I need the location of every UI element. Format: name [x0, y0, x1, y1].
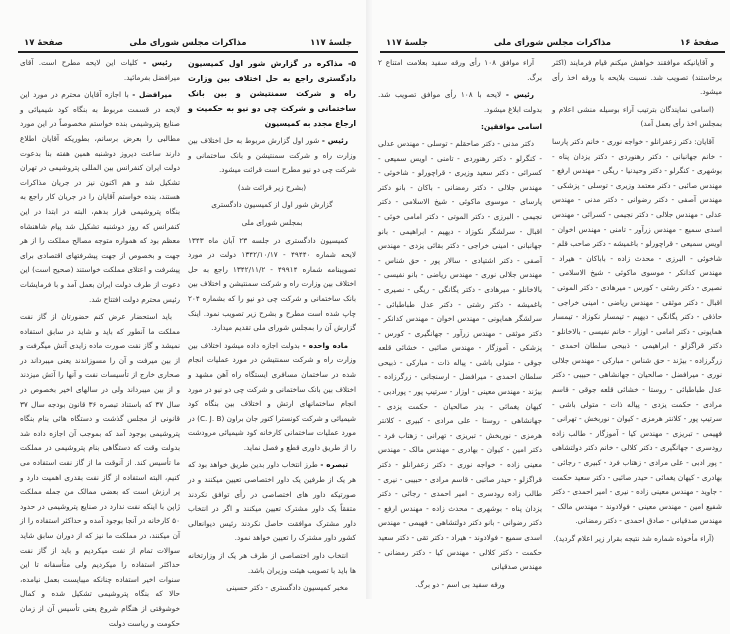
paragraph-text: ورقه سفید بی اسم - دو برگ.	[415, 579, 505, 589]
text-column-right	[188, 56, 356, 599]
left-page	[0, 0, 366, 628]
speaker-label: رئیس -	[505, 90, 534, 100]
page-number: صفحهٔ ۱۷	[24, 38, 63, 48]
paragraph-text: گزارش شور اول از کمیسیون دادگستری	[211, 200, 333, 210]
paragraph-text: با اجازه آقایان محترم در مورد این لایحه در قسمت مربوط به بنگاه کود شیمیائی و صنایع پتروشیمی بنده خواستم مخصوصاً در این مورد مطالبی را بعرض برسانم، بطوریکه آقایان اطلاع دارند ساعت دیروز دوشنبه همین هفته بنا بدعوت دولت ایران کنفرانس بین المللی پتروشیمی در تهران تشکیل شد و هم اکنون نیز در جریان مذاکرات هستند، بنده خواستم آقایان را در جریان کار راجع به بنگاه پتروشیمی قرار بدهم، البته در ابتدا در این کنفرانس که روز دوشنبه تشکیل شد پیام شاهنشاه معظم بود که همواره متوجه مصالح مملکت را از هر جهت و بخصوص از جهت پیشرفتهای اقتصادی برای پیشرفت و اعتلای مملکت خواستند (صحیح است) این دعوت از طرف دولت ایران بعمل آمد و با فرمایشات رئیس محترم دولت افتتاح شد.	[20, 90, 180, 304]
paragraph-text: بدولت اجازه داده میشود اختلاف بین وزارت راه و شرکت سمنتیشن در مورد عملیات انجام شده در ساختمان مسافری ایستگاه راه آهن مشهد و اختلاف بین بانک ساختمانی و شرکت چی دو نیو در مورد انجام ساختمانهای ارتش و اختلاف بین بنگاه کود شیمیائی و شرکت کونسترا کتور جان براون (C. J. B) در مورد عملیات ساختمانی کارخانه کود شیمیائی مرودشت را از طریق داوری قطع و فصل نماید.	[187, 340, 356, 452]
page-header	[18, 38, 358, 53]
paragraph	[188, 549, 356, 578]
paragraph	[188, 198, 356, 213]
paragraph	[188, 581, 356, 596]
speaker-label: ماده واحده -	[302, 340, 348, 350]
paragraph-text: کلیات این لایحه مطرح است. آقای میرافضل بفرمائید.	[20, 58, 180, 82]
paragraph-text: آقایان: دکتر زعفرانلو - خواجه نوری - خانم دکتر پارسا - خانم جهانبانی - دکتر رهنوردی - دکتر یزدان پناه - بوشهری - کنگرلو - دکتر وحیدنیا - ریگی - مهندس ارفع - مهندس صائبی - دکتر معتمد وزیری - توسلی - پزشکی - مهندس آصفی - دکتر رضوانی - دکتر مدنی - مهندس عدلی - مهندس جلالی - دکتر نجیمی - کسرائی - مهندس اسدی سمیع - مهندس زرآور - تامنی - مهندس اخوان - اویس سمیعی - قراچورلو - باغمیشه - دکتر صاحب قلم - شاخوئی - البرزی - محدث زاده - باباکان - هیراد - مهندس کدانکر - موسوی ماکوئی - شیخ الاسلامی - نصیری - دکتر رشتی - کورس - میرهادی - دکتر الموتی - اقبال - دکتر موثقی - مهندس ریاضی - امینی خراجی - حاذقی - دکتر یگانگی - دیهیم - تیمسار نکوزاد - تیمسار همایونی - دکتر امامی - اوزار - خانم نفیسی - بالاخانلو - دکتر قراگزلو - ابراهیمی - ذبیحی سلطان احمدی - زرگرزاده - بیژند - حق شناس - مبارکی - مهندس جلالی نوری - میرافضل - صالحیان - جهانشاهی - حبیبی - دکتر عدل طباطبائی - روستا - خشائی قلعه جوقی - قاسم مرادی - حکمت یزدی - پیاله ذات - متولی باشی - سرتیپ پور - کلانتر هرمزی - کیوان - نوربخش - تهرانی - فهیمی - تبریزی - مهندس کیا - آموزگار - طالب زاده رودسری - جهانگیری - دکتر کلالی - خانم دکتر دولتشاهی - پور ادبی - علی مرادی - زهتاب فرد - کبیری - رجائی - بهادری - کیهان یغمائی - حیدر صائبی - دکتر سعید حکمت - جاوید - مهندس معینی زاده - نیری - امیر احمدی - دکتر شفیع امین - مهندس معینی - فولادوند - مهندس مالک - مهندس صدقیانی - صادق احمدی - دکتر رمضانی.	[552, 136, 722, 526]
paragraph-text: انتخاب داور اختصاصی از طرف هر یک از وزارتخانه ها باید با تصویب هیئت وزیران باشد.	[188, 551, 356, 575]
paragraph-text: شور اول گزارش مربوط به حل اختلاف بین وزارت راه و شرکت سمنتیشن و بانک ساختمانی و شرکت چی دو نیو مطرح است قرائت میشود.	[188, 136, 356, 175]
paragraph	[20, 56, 180, 85]
paragraph-text: دکتر مدنی - دکتر صاحقلم - توسلی - مهندس عدلی - کنگرلو - دکتر رهنوردی - تامنی - اویس سمیعی - کسرائی - دکتر سعید وزیری - قراچورلو - شاخوئی - مهندس جلالی - دکتر رمضانی - باکان - بانو دکتر پارسای - موسوی ماکوئی - شیخ الاسلامی - دکتر نجیمی - البرزی - دکتر الموتی - دکتر امامی خوئی - اقبال - سرلشگر نکوزاد - دیهیم - ابراهیمی - بانو جهانبانی - امینی خراجی - دکتر بقائی یزدی - مهندس آصفی - دکتر اشتیادی - سالار پور - حق شناس - مهندس جلالی نوری - مهندس ریاضی - بانو نفیسی - بالاخانلو - میرهادی - دکتر یگانگی - ریگی - نصیری - باغمیشه - دکتر رشتی - دکتر عدل طباطبائی - سرلشگر همایونی - مهندس اخوان - مهندس کدانکر - دکتر موثقی - مهندس زرآور - جهانگیری - کورس - پزشکی - آموزگار - مهندس صائبی - خشائی قلعه جوقی - متولی باشی - پیاله ذات - مبارکی - ذبیحی سلطان احمدی - میرافضل - ارسنجانی - زرگرزاده - بیژند - مهندس معینی - اوزار - سرتیپ پور - پورادبی - کیهان یغمائی - بدر صالحیان - حکمت یزدی - جهانشاهی - روستا - علی مرادی - کبیری - کلانتر هرمزی - نوربخش - تبریزی - تهرانی - زهتاب فرد - دکتر امین - کیوان - بهادری - مهندس مالک - مهندس معینی زاده - خواجه نوری - دکتر زعفرانلو - دکتر قراگزلو - حیدر صائبی - قاسم مرادی - حبیبی - نیری - طالب زاده رودسری - امیر احمدی - رجائی - دکتر یزدان پناه - بوشهری - محدث زاده - مهندس ارفع - دکتر رضوانی - بانو دکتر دولتشاهی - فهیمی - مهندس اسدی سمیع - فولادوند - هیراد - دکتر تقی - دکتر سعید حکمت - دکتر کلالی - مهندس کیا - دکتر رمضانی - مهندس صدقیانی	[378, 138, 542, 572]
paragraph-text: لایحه با ۱۰۸ رأی موافق تصویب شد. بدولت ابلاغ میشود.	[378, 90, 542, 114]
paragraph	[188, 134, 356, 178]
paragraph	[20, 310, 180, 631]
speaker-label: رئیس -	[321, 136, 348, 145]
paragraph	[188, 458, 356, 546]
journal-title: مذاکرات مجلس شورای ملی	[129, 38, 247, 48]
paragraph-text: مخبر کمیسیون دادگستری - دکتر حسینی	[226, 583, 348, 593]
paragraph	[552, 56, 722, 100]
journal-title: مذاکرات مجلس شورای ملی	[493, 38, 612, 48]
paragraph	[188, 234, 356, 336]
text-column-left	[20, 56, 180, 634]
text-column-left	[378, 56, 542, 595]
paragraph-text: بمجلس شورای ملی	[241, 217, 303, 227]
paragraph-text: (بشرح زیر قرائت شد)	[237, 182, 307, 192]
paragraph	[378, 56, 542, 85]
paragraph	[552, 532, 722, 547]
paragraph-text: ۵- مذاکره در گزارش شور اول کمیسیون دادگستری راجع به حل اختلاف بین وزارت راه و شرکت سمنتیشن و بین بانک ساختمانی و شرکت چی دو نیو به حکمیت و ارجاع مجدد به کمیسیون	[188, 59, 356, 128]
paragraph-text: و آقایانیکه موافقند خواهش میکنم قیام فرمایند (اکثر برخاستند) تصویب شد. نسبت بلایحه با ورقه اخذ رأی میشود.	[552, 58, 722, 97]
speaker-label: تبصره -	[320, 460, 348, 470]
paragraph-text: (اسامی نمایندگان بترتیب آراء بوسیله منشی اعلام و بمجلس اخذ رأی بعمل آمد)	[552, 104, 722, 129]
paragraph	[378, 578, 542, 593]
paragraph-text: باید استحضار عرض کنم حضورتان از گاز نفت مملکت ما آنطور که باید و شاید در سابق استفاده نمیشد و گاز نفت صورت ماده زایدی آتش میگرفت و از بین میرفت و آن را مسوزاندند یعنی میبرداند در صحاری خارج از تأسیسات نفت و آنها را آتش میزدند و از بین میبرداند ولی در سالهای اخیر بخصوص در سال ۳۷ که باستناد تبصره ۳۶ قانون بودجه سال ۳۷ قانونی از مجلس گذشت و دستگاه هائی بنام بنگاه پتروشیمی بوجود آمد که بموجب آن اجازه داده شد بدولت وقت که دستگاهی بنام پتروشیمی در مملکت ما تأسیس کند. از آنوقت ما از گاز نفت استفاده می کنیم، البته استفاده از گاز نفت بقدری اهمیت دارد و پر ارزش است که بعضی ممالک من جمله مملکت ژاپن با اینکه نفت ندارد در صنایع پتروشیمی در حدود ۵۰ کارخانه در آنجا بوجود آمده و حداکثر استفاده را از آن میکنند، در مملکت ما نیز که از دوران سابق شاید سوالات تمام از نفت میکردیم و باید از گاز نفت حداکثر استفاده را میکردیم ولی متأسفانه تا این سنوات اخیر استفاده چنانکه میبایست بعمل نیامده، حالا که بنگاه پتروشیمی تشکیل شده و کمال خوشوقتی از هنگام شروع یعنی تأسیس آن از زمان حکومت و ریاست دولت	[20, 312, 180, 628]
paragraph-text: اسامی موافقین:	[481, 122, 542, 132]
paragraph-text: کمیسیون دادگستری در جلسه ۲۳ آبان ماه ۱۳۴۳ لایحه شماره ۴۹۴۴۰ - ۱۳۴۲/۱۰/۱۷ دولت در مورد تصویبنامه شماره ۴۹۹۱۴ - ۱۳۴۲/۱۱/۲ راجع به حل اختلاف بین وزارت راه و شرکت سمنتیشن و اختلاف بین بانک ساختمانی و شرکت چی دو نیو را که بشماره ۲۰۴ چاپ شده است مطرح و بشرح زیر تصویب نمود. اینک گزارش آن را بمجلس شورای ملی تقدیم میدارد.	[188, 235, 356, 333]
paragraph	[378, 88, 542, 117]
session-label: جلسهٔ ۱۱۷	[386, 38, 428, 48]
paragraph	[188, 339, 356, 456]
page-header	[380, 38, 725, 53]
paragraph-text: طرز انتخاب داور بدین طریق خواهد بود که هر یک از طرفین یک داور اختصاصی تعیین میکنند و در صورتیکه داور های اختصاصی در رأی توافق نکردند متفقاً یک داور مشترک تعیین میکنند و اگر در انتخاب داور مشترک موافقت حاصل نکردند رئیس دیوانعالی کشور داور مشترک را تعیین خواهد نمود.	[188, 460, 356, 543]
paragraph	[552, 103, 722, 132]
right-page	[372, 0, 730, 599]
section-heading	[188, 56, 356, 131]
paragraph	[188, 181, 356, 196]
speaker-label: میرافضل -	[132, 90, 172, 100]
paragraph	[20, 88, 180, 307]
paragraph	[188, 216, 356, 231]
session-label: جلسهٔ ۱۱۷	[310, 38, 352, 48]
paragraph-text: (آراء مأخوذه شماره شد نتیجه بقرار زیر اعلام گردید).	[553, 534, 714, 543]
speaker-label: رئیس -	[143, 58, 172, 67]
list-title	[378, 120, 542, 135]
text-column-right	[552, 56, 722, 550]
page-number: صفحهٔ ۱۶	[680, 38, 719, 48]
paragraph	[378, 137, 542, 575]
paragraph-text: آراء موافق ۱۰۸ رأی ورقه سفید بعلامت امتناع ۲ برگ.	[378, 58, 542, 82]
paragraph	[552, 135, 722, 529]
